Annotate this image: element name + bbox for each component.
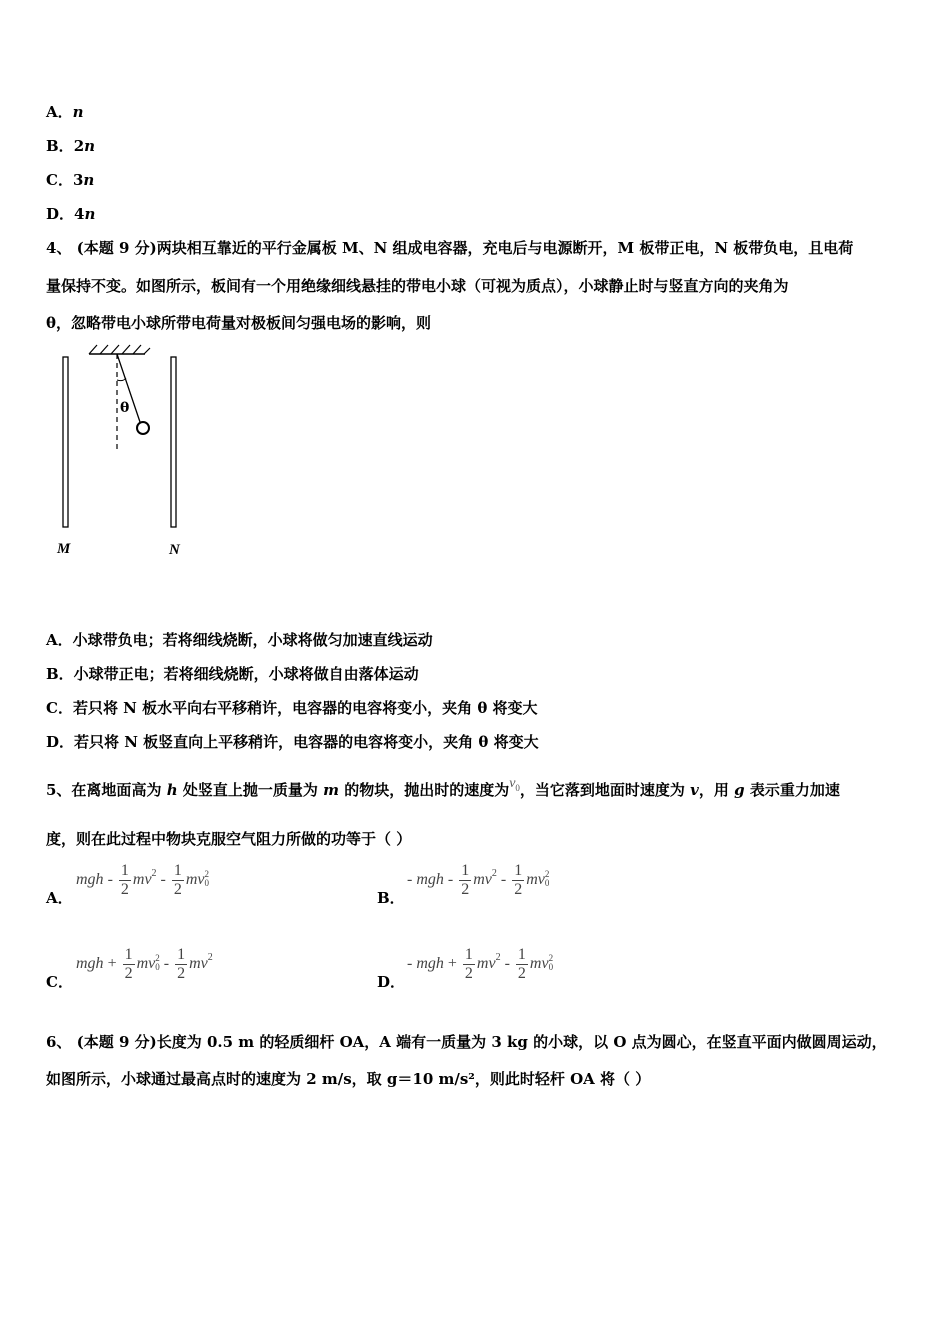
q4-option-d: D．若只将 N 板竖直向上平移稍许，电容器的电容将变小，夹角 θ 将变大 <box>46 733 539 751</box>
q5-option-d-formula: - mgh + $\frac{1}{2}$ $mv^2$ - $\frac{1}{2}$ mv 2 0 <box>407 946 554 982</box>
plate-m <box>63 357 68 527</box>
plate-n <box>171 357 176 527</box>
q5-text-line1: 5、在离地面高为 h 处竖直上抛一质量为 m 的物块，抛出时的速度为$v_0$，当它落到地面时速度为 v，用 g 表示重力加速 <box>46 776 840 799</box>
q4-option-a: A．小球带负电；若将细线烧断，小球将做匀加速直线运动 <box>46 631 433 649</box>
ceiling-support <box>89 345 150 354</box>
q5-option-b-label: B． <box>377 889 405 907</box>
q6-text-line1: 6、 (本题 9 分)长度为 0.5 m 的轻质细杆 OA，A 端有一质量为 3 kg 的小球，以 O 点为圆心，在竖直平面内做圆周运动， <box>46 1033 887 1051</box>
plate-m-label: M <box>57 541 71 557</box>
q5-text-line2: 度，则在此过程中物块克服空气阻力所做的功等于（ ） <box>46 830 412 848</box>
angle-theta-label: θ <box>120 400 130 416</box>
q4-option-b: B．小球带正电；若将细线烧断，小球将做自由落体运动 <box>46 665 419 683</box>
q6-text-line2: 如图所示，小球通过最高点时的速度为 2 m/s，取 g＝10 m/s²，则此时轻杆 OA 将（ ） <box>46 1070 651 1088</box>
q4-text-line3: θ，忽略带电小球所带电荷量对极板间匀强电场的影响，则 <box>46 314 432 332</box>
q3-option-a: A．n <box>46 103 84 121</box>
q4-option-c: C．若只将 N 板水平向右平移稍许，电容器的电容将变小，夹角 θ 将变大 <box>46 699 538 717</box>
q4-text-line1: 4、 (本题 9 分)两块相互靠近的平行金属板 M、N 组成电容器，充电后与电源断开，M 板带正电，N 板带负电，且电荷 <box>46 239 854 257</box>
q5-option-a-label: A． <box>46 889 73 907</box>
capacitor-pendulum-figure <box>40 340 210 570</box>
q5-option-c-formula: mgh + $\frac{1}{2}$ mv 2 0 - $\frac{1}{2}$ $mv^2$ <box>76 946 213 982</box>
q3-option-b: B．2n <box>46 137 96 155</box>
q4-text-line2: 量保持不变。如图所示，板间有一个用绝缘细线悬挂的带电小球（可视为质点），小球静止时与竖直方向的夹角为 <box>46 277 789 295</box>
q5-option-d-label: D． <box>377 973 406 991</box>
q3-option-d: D．4n <box>46 205 96 223</box>
q3-option-c: C．3n <box>46 171 95 189</box>
q5-option-c-label: C． <box>46 973 73 991</box>
charged-ball <box>137 422 149 434</box>
v0-symbol: $v_0$ <box>509 776 520 793</box>
plate-n-label: N <box>169 542 180 558</box>
q5-option-b-formula: - mgh - $\frac{1}{2}$ $mv^2$ - $\frac{1}{2}$ mv 2 0 <box>407 862 550 898</box>
q5-option-a-formula: mgh - $\frac{1}{2}$ $mv^2$ - $\frac{1}{2}$ mv 2 0 <box>76 862 210 898</box>
